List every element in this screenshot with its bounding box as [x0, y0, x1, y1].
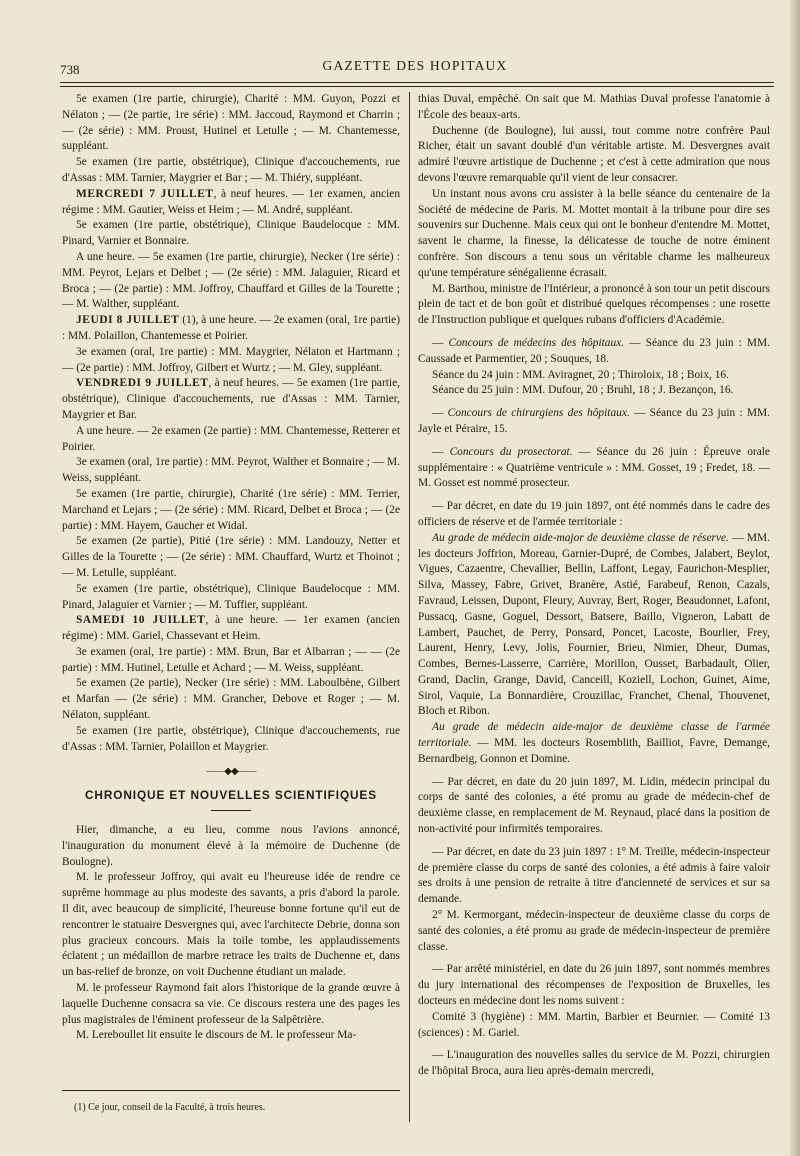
exam-paragraph: 5e examen (1re partie, obstétrique), Clinique d'accouchements, rue d'Assas : MM. Tarnier, Maygrier et Bar ; — M. Thiéry, suppléant. — [62, 156, 400, 184]
spacer — [418, 955, 770, 962]
spacer — [418, 838, 770, 845]
article-paragraph: Un instant nous avons cru assister à la belle séance du centenaire de la Société de médecine de Paris. M. Mottet montait à la tribune pour dire ses souvenirs sur Duchenne. Mais ceux qui ont le bonheur d'entendre M. Mottet, savent le charme, la finesse, la délicatesse de touche de notre éminent confrère. Son discours a tenu sous un véritable charme les malheureux qu'une température sénégalienne écrasait. — [418, 187, 770, 279]
news-item: — Par décret, en date du 19 juin 1897, ont été nommés dans le cadre des officiers de réserve et de l'armée territoriale : — [418, 500, 770, 528]
column-divider — [409, 92, 410, 1122]
article-paragraph: Duchenne (de Boulogne), lui aussi, tout comme notre confrère Paul Richer, était un savant doublé d'un véritable artiste. M. Desvergnes avait admiré l'œuvre artistique de Duchenne ; et c'est à cette admiration que nous devons l'œuvre remarquable qu'il vient de leur consacrer. — [418, 124, 770, 184]
news-item: — Par décret, en date du 20 juin 1897, M. Lidin, médecin principal du corps de santé des colonies, a été promu au grade de médecin-chef de deuxième classe, en remplacement de M. Reynaud, placé dans la position de non-activité pour infirmités temporaires. — [418, 775, 770, 836]
page-edge-shadow — [790, 0, 800, 1156]
news-item-title: Concours du prosectorat. — [449, 445, 573, 458]
heading-rule — [211, 810, 251, 811]
news-item-line: Séance du 25 juin : MM. Dufour, 20 ; Bruhl, 18 ; J. Bezançon, 16. — [432, 384, 734, 397]
article-paragraph: thias Duval, empêché. On sait que M. Mathias Duval professe l'anatomie à l'École des beaux-arts. — [418, 93, 770, 121]
footnote-rule — [62, 1090, 400, 1091]
page-number: 738 — [60, 62, 80, 77]
exam-paragraph — [62, 187, 400, 219]
chronique-paragraph: Hier, dimanche, a eu lieu, comme nous l'avions annoncé, l'inauguration du monument élevé à la mémoire de Duchenne (de Boulogne). — [62, 824, 400, 868]
left-column — [62, 92, 400, 1044]
exam-paragraph: A une heure. — 2e examen (2e partie) : MM. Chantemesse, Retterer et Poirier. — [62, 424, 400, 453]
exam-paragraph: 3e examen (oral, 1re partie) : MM. Maygrier, Nélaton et Hartmann ; — (2e partie) : MM. Joffroy, Gilbert et Wurtz ; — M. Gley, suppléant. — [62, 345, 400, 374]
news-item-line — [418, 720, 770, 767]
exam-text: , à neuf heures. — 1er examen, ancien régime : MM. Gautier, Weiss et Heim ; — M. André, suppléant. — [62, 187, 401, 216]
header-rule-thin — [60, 86, 774, 87]
news-item — [418, 445, 770, 492]
footnote: (1) Ce jour, conseil de la Faculté, à trois heures. — [74, 1102, 266, 1113]
exam-date: MERCREDI 7 JUILLET — [76, 187, 214, 200]
news-item-title: Concours de chirurgiens des hôpitaux. — [447, 407, 630, 420]
chronique-paragraph: M. le professeur Raymond fait alors l'historique de la grande œuvre à laquelle Duchenne consacra sa vie. Ce discours restera une des pages les plus magistrales de l'éminent professeur de la Salpêtrière. — [62, 982, 400, 1026]
dash: — — [432, 445, 450, 458]
exam-paragraph: 5e examen (2e partie), Necker (1re série) : MM. Laboulbène, Gilbert et Marfan — (2e série) : MM. Grancher, Debove et Roger ; — M. Nélaton, suppléant. — [62, 677, 400, 722]
spacer — [418, 399, 770, 406]
news-item — [418, 406, 770, 438]
exam-paragraph: 5e examen (1re partie, obstétrique), Clinique Baudelocque : MM. Pinard, Jalaguier et Varnier ; — M. Tuffier, suppléant. — [62, 582, 400, 611]
chronique-paragraph: M. le professeur Joffroy, qui avait eu l'heureuse idée de rendre ce suprême hommage au plus modeste des savants, a pris d'abord la parole. Il dit, avec beaucoup de simplicité, l'heureuse bonne fortune qu'il eut de rencontrer le statuaire Desvergnes qui, avec l'architecte Debrie, donna son plus gracieux concours. Mais la toile tombe, les applaudissements éclatent ; un médaillon de marbre retrace les traits de Duchenne et, dans un bas-relief de bronze, on voit Duchenne étudiant un malade. — [62, 871, 400, 979]
exam-text: , à une heure. — 1er examen (ancien régime) : MM. Gariel, Chassevant et Heim. — [62, 614, 400, 643]
dash: — — [432, 407, 448, 420]
grade-title: Au grade de médecin aide-major de deuxième classe de l'armée territoriale. — [418, 721, 770, 750]
news-item-text: — Séance du 26 juin : Épreuve orale supplémentaire : « Quatrième ventricule » : MM. Gosset, 19 ; Fredet, 18. — M. Gosset est nommé prosecteur. — [418, 445, 770, 490]
article-paragraph: M. Barthou, ministre de l'Intérieur, a prononcé à son tour un petit discours plein de tact et de bon goût et distribué quelques récompenses : une rosette de l'Instruction publique et quelques rubans d'officiers d'Académie. — [418, 282, 770, 327]
exam-paragraph: 5e examen (1re partie, obstétrique), Clinique d'accouchements, rue d'Assas : MM. Tarnier, Polaillon et Maygrier. — [62, 724, 400, 753]
news-item: — Par arrêté ministériel, en date du 26 juin 1897, sont nommés membres du jury international des récompenses de l'exposition de Bruxelles, les docteurs en médecine dont les noms suivent : — [418, 963, 770, 1008]
news-item-title: Concours de médecins des hôpitaux. — [448, 336, 625, 349]
exam-paragraph: 5e examen (1re partie, chirurgie), Charité : MM. Guyon, Pozzi et Nélaton ; — (2e partie, 1re série) : MM. Jaccoud, Raymond et Charrin ; — (2e série) : MM. Proust, Hutinel et Letulle ; — M. Chantemesse, suppléant. — [62, 93, 400, 153]
news-item-text: — Séance du 23 juin : MM. Caussade et Parmentier, 20 ; Souques, 18. — [418, 336, 770, 365]
grade-names: — MM. les docteurs Joffrion, Moreau, Garnier-Dupré, de Combes, Jalabert, Beylot, Vigues, Cazaentre, Chevallier, Bellin, Laffont, Legay, Faurichon-Mesplier, Silva, Massey, Fabre, Grivet, Branère, Astié, Farabeuf, Renon, Cazals, Favraud, Leissen, Dupont, Fleury, Auvray, Bert, Roger, Beaudonnet, Lafont, Pussacq, Gasne, Goguel, Dessort, Batsere, Baillo, Vigneron, Labatt de Lambert, Pauchet, de Perry, Ponsard, Poncet, Lacoste, Bourlier, Frey, Laurent, Henry, Levy, Jolis, Fournier, Brieu, Nimier, Dheur, Dumas, Combes, Bernes-Lasserre, Carrière, Morillon, Ousset, Barbadault, Olier, Grand, Daclin, Grange, David, Canceill, Koziell, Lochon, Guinet, Aime, Sirol, Vaquie, La Bonnardière, Crouzillac, Franchet, Chenal, Thouvenet, Bloch et Ribon. — [418, 531, 770, 718]
right-column — [418, 92, 770, 1080]
news-item-line: 2° M. Kermorgant, médecin-inspecteur de deuxième classe du corps de santé des colonies, a été promu au grade de médecin-inspecteur de première classe. — [418, 909, 770, 953]
grade-names: — MM. les docteurs Rosemblith, Bailliot, Favre, Demange, Bernardbeig, Gonnon et Domine. — [418, 737, 770, 765]
news-item: — L'inauguration des nouvelles salles du service de M. Pozzi, chirurgien de l'hôpital Broca, aura lieu après-demain mercredi, — [418, 1049, 770, 1078]
news-item-line — [418, 531, 770, 721]
spacer — [418, 1041, 770, 1048]
exam-text: , à neuf heures. — 5e examen (1re partie, obstétrique), Clinique d'accouchements, rue d'Assas : MM. Tarnier, Maygrier et Bar. — [62, 377, 400, 421]
exam-paragraph: 5e examen (1re partie, chirurgie), Charité (1re série) : MM. Terrier, Marchand et Lejars ; — (2e série) : MM. Ricard, Delbet et Broca ; — (2e partie) : MM. Hayem, Gaucher et Widal. — [62, 487, 400, 532]
journal-title: GAZETTE DES HOPITAUX — [322, 58, 508, 73]
exam-date: JEUDI 8 JUILLET — [76, 314, 180, 327]
section-heading: CHRONIQUE ET NOUVELLES SCIENTIFIQUES — [85, 788, 377, 803]
header-rule — [60, 82, 774, 83]
exam-paragraph: 5e examen (2e partie), Pitié (1re série) : MM. Landouzy, Netter et Gilles de la Tourette ; — (2e série) : MM. Chauffard, Wurtz et Thoinot ; — M. Letulle, suppléant. — [62, 535, 400, 579]
news-item — [418, 336, 770, 368]
exam-paragraph — [62, 376, 400, 423]
dash: — — [432, 336, 449, 349]
exam-date: SAMEDI 10 JUILLET — [76, 614, 206, 627]
grade-title: Au grade de médecin aide-major de deuxième classe de réserve. — [432, 531, 729, 544]
ornament-separator: ——◆◆—— — [206, 766, 256, 778]
spacer — [418, 329, 770, 336]
exam-paragraph — [62, 613, 400, 645]
spacer — [418, 768, 770, 775]
exam-paragraph: 3e examen (oral, 1re partie) : MM. Peyrot, Walther et Bonnaire ; — M. Weiss, suppléant. — [62, 456, 400, 485]
exam-date: VENDREDI 9 JUILLET — [76, 377, 209, 390]
chronique-paragraph: M. Lereboullet lit ensuite le discours de M. le professeur Ma- — [76, 1029, 357, 1042]
exam-text: (1), à une heure. — 2e examen (oral, 1re partie) : MM. Polaillon, Chantemesse et Poirier. — [62, 314, 400, 342]
spacer — [418, 492, 770, 499]
news-item-line: Comité 3 (hygiène) : MM. Martin, Barbier et Beurnier. — Comité 13 (sciences) : M. Gariel. — [418, 1010, 770, 1039]
exam-paragraph: 3e examen (oral, 1re partie) : MM. Brun, Bar et Albarran ; — — (2e partie) : MM. Hutinel, Letulle et Achard ; — M. Weiss, suppléant. — [62, 645, 400, 674]
exam-paragraph — [62, 313, 400, 345]
exam-paragraph: A une heure. — 5e examen (1re partie, chirurgie), Necker (1re série) : MM. Peyrot, Lejars et Delbet ; — (2e série) : MM. Jalaguier, Ricard et Broca ; — (2e partie) : MM. Joffroy, Chauffard et Gilles de la Tourette ; — M. Walther, suppléant. — [62, 250, 400, 311]
spacer — [418, 438, 770, 445]
page-header — [60, 56, 770, 78]
news-item: — Par décret, en date du 23 juin 1897 : 1° M. Treille, médecin-inspecteur de première classe du corps de santé des colonies, a été admis à faire valoir ses droits à une pension de retraite à titre d'ancienneté de services et sur sa demande. — [418, 845, 770, 906]
news-item-text: — Séance du 23 juin : MM. Jayle et Péraire, 15. — [418, 407, 770, 435]
news-item-line: Séance du 24 juin : MM. Aviragnet, 20 ; Thiroloix, 18 ; Boix, 16. — [432, 368, 729, 381]
exam-paragraph: 5e examen (1re partie, obstétrique), Clinique Baudelocque : MM. Pinard, Varnier et Bonnaire. — [62, 219, 400, 248]
